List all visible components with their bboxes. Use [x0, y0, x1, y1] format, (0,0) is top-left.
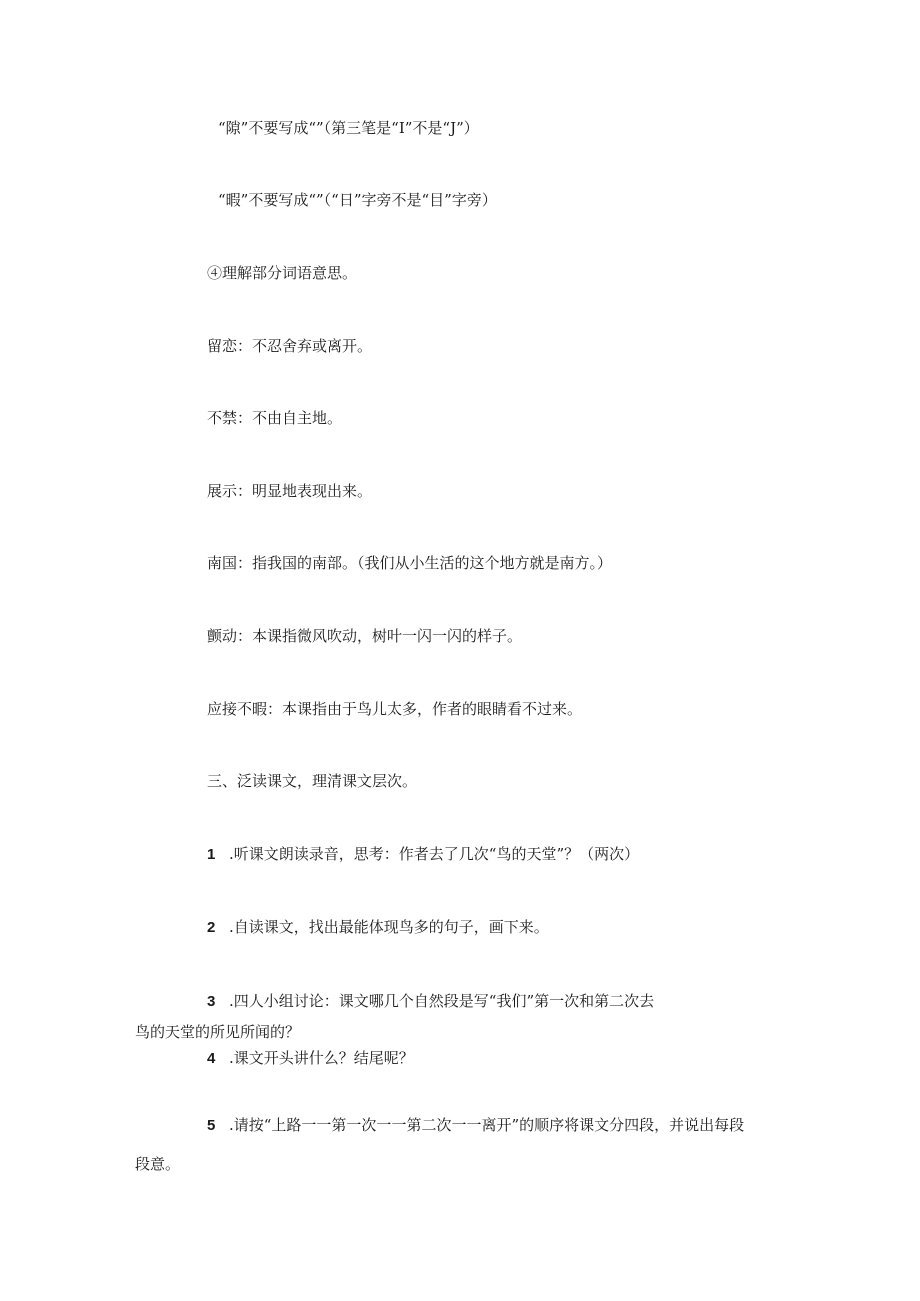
list-item [207, 844, 639, 865]
section-heading-vocab: ④理解部分词语意思。 [207, 264, 358, 282]
section-heading-reading: 三、泛读课文，理清课文层次。 [207, 772, 418, 790]
list-item [207, 991, 654, 1012]
item-text: .课文开头讲什么？结尾呢？ [229, 1049, 414, 1067]
item-text: .四人小组讨论：课文哪几个自然段是写“我们”第一次和第二次去 [229, 992, 655, 1010]
vocab-bujin: 不禁：不由自主地。 [207, 409, 343, 427]
item-text: .听课文朗读录音，思考：作者去了几次“鸟的天堂”？（两次） [229, 845, 640, 863]
item-number: 1 [207, 846, 216, 863]
vocab-chandong: 颤动：本课指微风吹动，树叶一闪一闪的样子。 [207, 627, 523, 645]
list-item [207, 917, 549, 938]
item-number: 3 [207, 993, 216, 1010]
item-text: .自读课文，找出最能体现鸟多的句子，画下来。 [229, 918, 549, 936]
item-continuation: 段意。 [135, 1155, 181, 1173]
item-number: 5 [207, 1117, 216, 1134]
item-continuation: 鸟的天堂的所见所闻的？ [135, 1023, 301, 1041]
item-number: 2 [207, 919, 216, 936]
vocab-nanguo: 南国：指我国的南部。（我们从小生活的这个地方就是南方。） [207, 554, 613, 572]
list-item [207, 1115, 744, 1136]
list-item [207, 1048, 414, 1069]
item-text: .请按“上路一一第一次一一第二次一一离开”的顺序将课文分四段，并说出每段 [229, 1116, 745, 1134]
note-xia: “暇”不要写成“”（“日”字旁不是“目”字旁） [218, 191, 497, 209]
note-xi: “隙”不要写成“”（第三笔是“I”不是“J”） [218, 119, 479, 137]
item-number: 4 [207, 1050, 216, 1067]
vocab-zhanshi: 展示：明显地表现出来。 [207, 482, 373, 500]
vocab-yingjiebuxia: 应接不暇：本课指由于鸟儿太多，作者的眼睛看不过来。 [207, 700, 583, 718]
vocab-liulian: 留恋：不忍舍弃或离开。 [207, 337, 373, 355]
